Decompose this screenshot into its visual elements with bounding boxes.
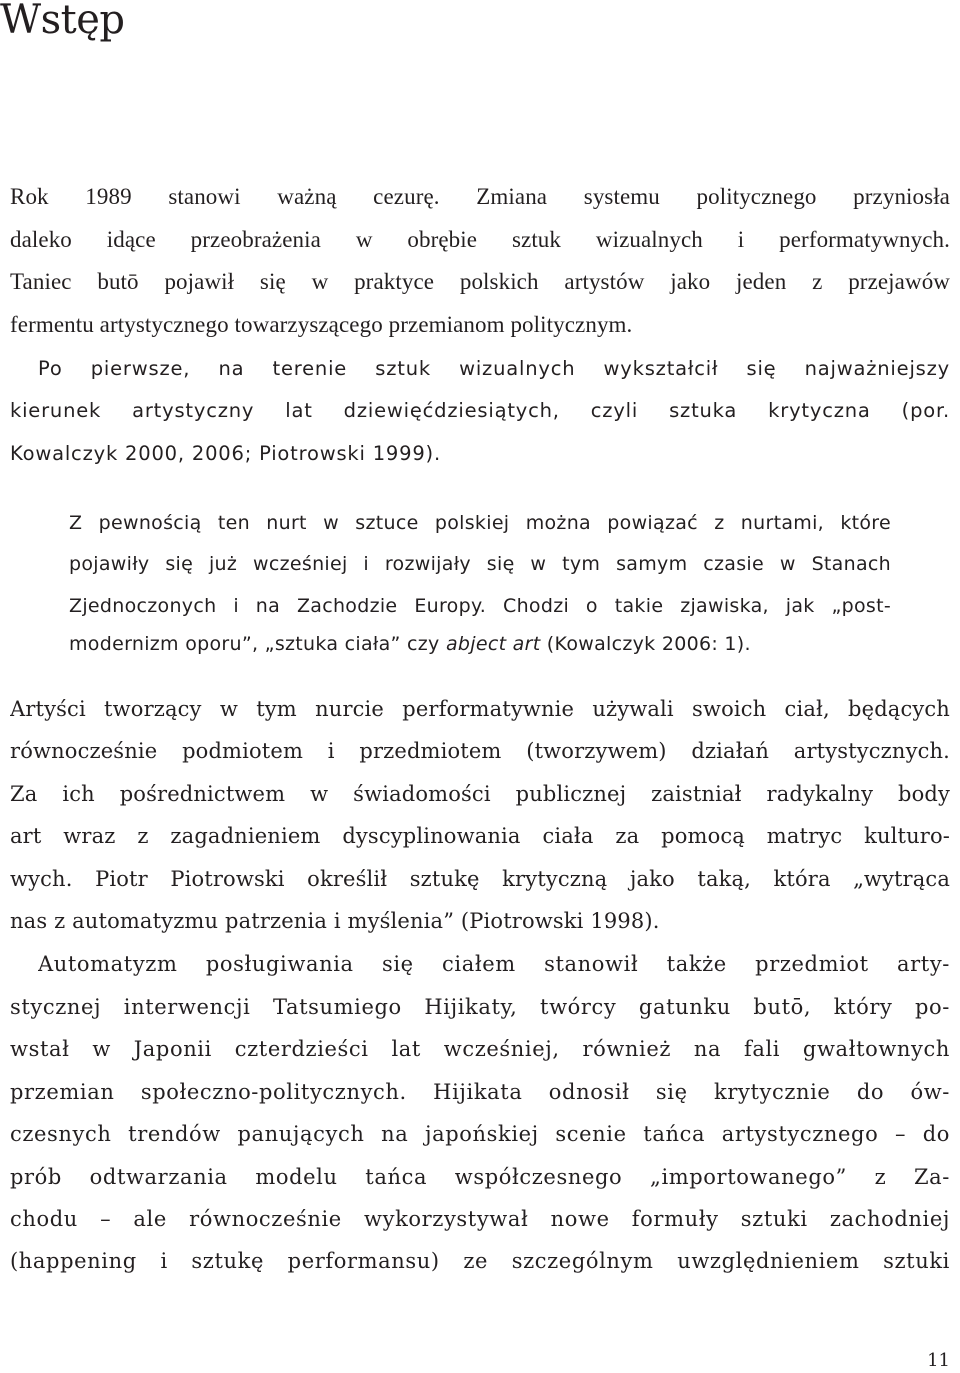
text-line: Za ich pośrednictwem w świadomości publicznej zaistniał radykalny body [10, 782, 950, 806]
text-line: (happening i sztukę performansu) ze szczególnym uwzględnieniem sztuki [10, 1249, 950, 1273]
text-line: daleko idące przeobrażenia w obrębie sztuk wizualnych i performatywnych. [10, 227, 950, 252]
text-line: Po pierwsze, na terenie sztuk wizualnych wykształcił się najważniejszy [38, 357, 950, 380]
quote-line: pojawiły się już wcześniej i rozwijały się w tym samym czasie w Stanach [69, 553, 891, 575]
quote-line: Z pewnością ten nurt w sztuce polskiej można powiązać z nurtami, które [69, 512, 891, 534]
text-line: Automatyzm posługiwania się ciałem stanowił także przedmiot arty- [38, 952, 950, 976]
text-line: czesnych trendów panujących na japońskiej scenie tańca artystycznego – do [10, 1122, 950, 1146]
text-line: art wraz z zagadnieniem dyscyplinowania ciała za pomocą matryc kulturo- [10, 824, 950, 848]
quote-citation: (Kowalczyk 2006: 1). [540, 633, 751, 655]
quote-line: Zjednoczonych i na Zachodzie Europy. Chodzi o takie zjawiska, jak „post- [69, 595, 891, 617]
page-title: Wstęp [0, 0, 125, 43]
text-line: przemian społeczno-politycznych. Hijikata odnosił się krytycznie do ów- [10, 1080, 950, 1104]
text-line: Taniec butō pojawił się w praktyce polskich artystów jako jeden z przejawów [10, 269, 950, 294]
quote-text: modernizm oporu”, „sztuka ciała” czy [69, 633, 446, 655]
text-line: Kowalczyk 2000, 2006; Piotrowski 1999). [10, 442, 441, 465]
text-line: fermentu artystycznego towarzyszącego przemianom politycznym. [10, 312, 633, 337]
text-line: chodu – ale równocześnie wykorzystywał nowe formuły sztuki zachodniej [10, 1207, 950, 1231]
quote-line [69, 630, 891, 658]
italic-term: abject art [445, 633, 541, 655]
text-line: nas z automatyzmu patrzenia i myślenia” (Piotrowski 1998). [10, 909, 660, 933]
text-line: Rok 1989 stanowi ważną cezurę. Zmiana systemu politycznego przyniosła [10, 184, 950, 209]
text-line: wstał w Japonii czterdzieści lat wcześniej, również na fali gwałtownych [10, 1037, 950, 1061]
text-line: wych. Piotr Piotrowski określił sztukę krytyczną jako taką, która „wytrąca [10, 867, 950, 891]
text-line: kierunek artystyczny lat dziewięćdziesiątych, czyli sztuka krytyczna (por. [10, 399, 950, 422]
text-line: równocześnie podmiotem i przedmiotem (tworzywem) działań artystycznych. [10, 739, 950, 763]
text-line: prób odtwarzania modelu tańca współczesnego „importowanego” z Za- [10, 1165, 950, 1189]
page-number: 11 [927, 1350, 950, 1371]
text-line: stycznej interwencji Tatsumiego Hijikaty, twórcy gatunku butō, który po- [10, 995, 950, 1019]
text-line: Artyści tworzący w tym nurcie performatywnie używali swoich ciał, będących [10, 697, 950, 721]
